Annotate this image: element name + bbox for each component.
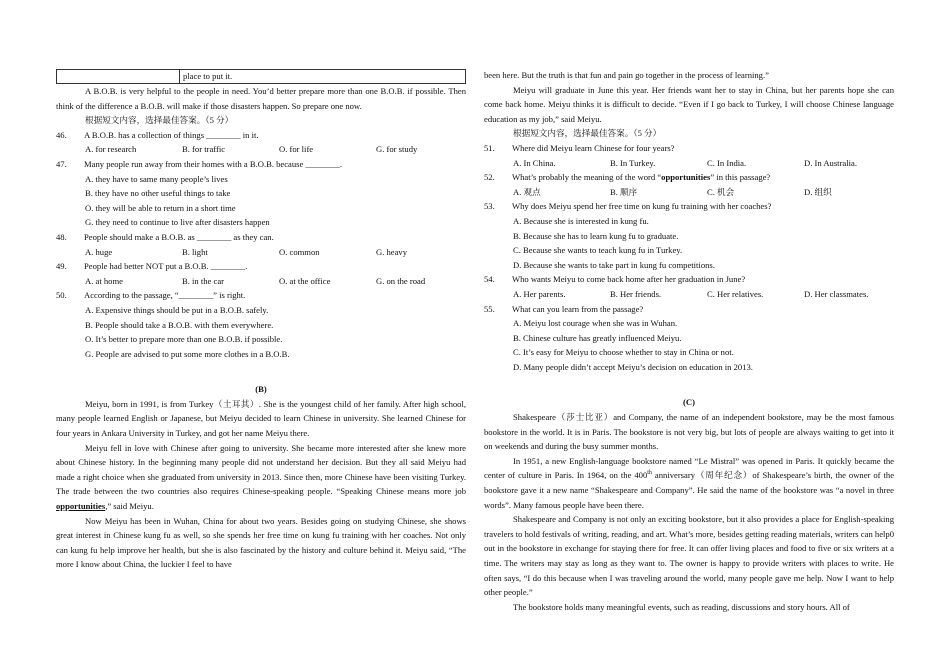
paragraph-text: In 1951, a new English-language bookstore named “Le Mistral” was opened in Paris. It quickly became the center of culture in Paris. In 1964, on the 400	[484, 455, 894, 481]
passage-c-paragraph-4: The bookstore holds many meaningful events, such as reading, discussions and story hours. All of	[513, 601, 850, 612]
underlined-word: opportunities	[56, 501, 106, 512]
option[interactable]: B. Her friends.	[610, 288, 662, 299]
option[interactable]: B. Chinese culture has greatly influenced Meiyu.	[513, 332, 682, 343]
question-number: 53.	[484, 201, 495, 212]
option[interactable]: G. heavy	[376, 246, 408, 257]
question-number: 50.	[56, 290, 67, 301]
passage-b-paragraph-4: Meiyu will graduate in June this year. Her friends want her to stay in China, but her parents hope she can come back home. Meiyu thinks it is difficult to decide. “Even if I go back to Turkey, I will choose Chinese language education as my job,” said Meiyu.	[484, 84, 894, 124]
question-text	[512, 170, 770, 185]
option[interactable]: B. in the car	[182, 275, 224, 286]
option[interactable]: D. In Australia.	[804, 157, 857, 168]
option[interactable]: G. they need to continue to live after disasters happen	[85, 217, 270, 228]
option[interactable]: A. they have to same many people’s lives	[85, 173, 228, 184]
question-text: People had better NOT put a B.O.B. ________.	[84, 261, 248, 272]
paragraph-text: ,” said Meiyu.	[105, 501, 154, 512]
question-54	[484, 272, 894, 301]
option[interactable]: O. It’s better to prepare more than one B.O.B. if possible.	[85, 334, 283, 345]
option[interactable]: D. Many people didn’t accept Meiyu’s decision on education in 2013.	[513, 361, 753, 372]
question-text-part: ” in this passage?	[710, 172, 771, 183]
option[interactable]: A. Her parents.	[513, 288, 566, 299]
question-50	[56, 288, 466, 361]
option[interactable]: G. People are advised to put some more clothes in a B.O.B.	[85, 348, 290, 359]
question-51	[484, 141, 894, 170]
table-fragment	[56, 69, 466, 84]
option[interactable]: D. Her classmates.	[804, 288, 869, 299]
option[interactable]: A. In China.	[513, 157, 556, 168]
option[interactable]: B. In Turkey.	[610, 157, 656, 168]
question-number: 49.	[56, 261, 67, 272]
instruction-b: 根据短文内容，选择最佳答案。（5 分）	[513, 128, 662, 139]
option[interactable]: A. Because she is interested in kung fu.	[513, 215, 649, 226]
option[interactable]: C. 机会	[707, 186, 735, 197]
table-cell: place to put it.	[183, 71, 233, 81]
table-cell-empty	[57, 70, 180, 83]
option[interactable]: A. for research	[85, 144, 137, 155]
question-55	[484, 302, 894, 375]
superscript: th	[647, 470, 652, 477]
option[interactable]: D. Because she wants to take part in kung fu competitions.	[513, 259, 715, 270]
question-number: 47.	[56, 158, 67, 169]
option[interactable]: C. In India.	[707, 157, 747, 168]
section-b-heading: (B)	[255, 384, 267, 395]
question-text-part: What’s probably the meaning of the word “	[512, 172, 662, 183]
passage-b-paragraph-2	[56, 441, 466, 514]
question-text: People should make a B.O.B. as ________ as they can.	[84, 231, 274, 242]
option[interactable]: B. they have no other useful things to take	[85, 188, 231, 199]
option[interactable]: O. for life	[279, 144, 314, 155]
passage-c-paragraph-2	[484, 454, 894, 512]
question-49	[56, 259, 466, 288]
question-number: 48.	[56, 231, 67, 242]
question-47	[56, 157, 466, 230]
option[interactable]: O. common	[279, 246, 320, 257]
option[interactable]: G. for study	[376, 144, 418, 155]
question-text: Many people run away from their homes with a B.O.B. because ________.	[84, 158, 342, 169]
option[interactable]: C. Her relatives.	[707, 288, 764, 299]
question-46	[56, 128, 466, 157]
option[interactable]: A. 观点	[513, 186, 541, 197]
question-number: 52.	[484, 172, 495, 183]
option[interactable]: B. Because she has to learn kung fu to graduate.	[513, 230, 679, 241]
option[interactable]: A. Meiyu lost courage when she was in Wuhan.	[513, 318, 678, 329]
option[interactable]: D. 组织	[804, 186, 832, 197]
passage-b-paragraph-3: Now Meiyu has been in Wuhan, China for about two years. Besides going on studying Chinese, she shows great interest in Chinese kung fu as well, so she spends her free time on kung fu training with her coaches. Not only can kung fu help improve her health, but she is also fascinated by the history and culture behind it. Meiyu said, “The more I know about China, the luckier I feel to have	[56, 515, 466, 570]
option[interactable]: A. huge	[85, 246, 113, 257]
passage-b-paragraph-3-end: been here. But the truth is that fun and pain go together in the process of learning.”	[484, 70, 769, 80]
question-text: According to the passage, “________” is right.	[84, 290, 246, 301]
option[interactable]: A. Expensive things should be put in a B.O.B. safely.	[85, 304, 269, 315]
question-text: What can you learn from the passage?	[512, 303, 644, 314]
option[interactable]: C. It’s easy for Meiyu to choose whether to stay in China or not.	[513, 347, 734, 358]
section-c-heading: (C)	[683, 397, 695, 408]
question-text: Where did Meiyu learn Chinese for four years?	[512, 142, 675, 153]
option[interactable]: A. at home	[85, 275, 123, 286]
paragraph-text: Meiyu fell in love with Chinese after going to university. She became more interested after she knew more about Chinese history. In the beginning many people did not understand her decision. But they all said Meiyu had made a right choice when she graduated from university in 2013. Since then, more Chinese have been visiting Turkey. The trade between the two countries also requires Chinese-speaking people. “Speaking Chinese means more job	[56, 442, 466, 497]
question-number: 51.	[484, 142, 495, 153]
instruction-a: 根据短文内容，选择最佳答案。（5 分）	[85, 115, 234, 126]
passage-c-paragraph-3: Shakespeare and Company is not only an exciting bookstore, but it also provides a place for English-speaking travelers to hold festivals of writing, reading, and art. What’s more, besides getting reading materials, writers can help0 out in the bookstore in exchange for staying there for free. It can offer living places and food to five or six writers at a time. The writers may stay as long as they want to. The owner is happy to provide writers with places to write. He often says, “I do this because when I was traveling around the world, many people gave me help. Now I want to help other people.”	[484, 514, 894, 598]
question-number: 46.	[56, 129, 67, 140]
question-48	[56, 230, 466, 259]
option[interactable]: O. they will be able to return in a short time	[85, 202, 236, 213]
option[interactable]: O. at the office	[279, 275, 331, 286]
right-column	[484, 68, 894, 614]
option[interactable]: B. 顺序	[610, 186, 638, 197]
question-53	[484, 199, 894, 272]
question-52	[484, 170, 894, 199]
question-text: A B.O.B. has a collection of things ________ in it.	[84, 129, 259, 140]
question-number: 55.	[484, 303, 495, 314]
option[interactable]: B. light	[182, 246, 208, 257]
option[interactable]: C. Because she wants to teach kung fu in Turkey.	[513, 245, 683, 256]
paragraph-text: anniversary（周年纪念）of Shakespeare’s birth, the owner of the bookstore gave it a new name “Shakespeare and Company”. He said the name of the bookstore was “a novel in three words”. Many famous people have been there.	[484, 470, 895, 510]
option[interactable]: G. on the road	[376, 275, 426, 286]
passage-c-paragraph-1: Shakespeare（莎士比亚）and Company, the name of an independent bookstore, may be the most famous bookstore in the world. It is in Paris. The bookstore is not very big, but lots of people are always waiting to get into it on weekends and during the busy summer months.	[484, 412, 894, 452]
passage-b-paragraph-1: Meiyu, born in 1991, is from Turkey（土耳其）. She is the youngest child of her family. After high school, many people learned English or Japanese, but Meiyu decided to learn Chinese in university. She learned Chinese for four years in Ankara University in Turkey, and got her name Meiyu there.	[56, 398, 466, 439]
question-text: Why does Meiyu spend her free time on kung fu training with her coaches?	[512, 201, 772, 212]
bold-word: opportunities	[661, 172, 711, 183]
question-number: 54.	[484, 274, 495, 285]
question-text: Who wants Meiyu to come back home after her graduation in June?	[512, 274, 746, 285]
option[interactable]: B. People should take a B.O.B. with them everywhere.	[85, 319, 274, 330]
left-column	[56, 68, 466, 572]
option[interactable]: B. for traffic	[182, 144, 226, 155]
passage-a-ending: A B.O.B. is very helpful to the people in need. You’d better prepare more than one B.O.B. if possible. Then think of the difference a B.O.B. will make if those disasters happen. So prepare one now.	[56, 86, 466, 111]
